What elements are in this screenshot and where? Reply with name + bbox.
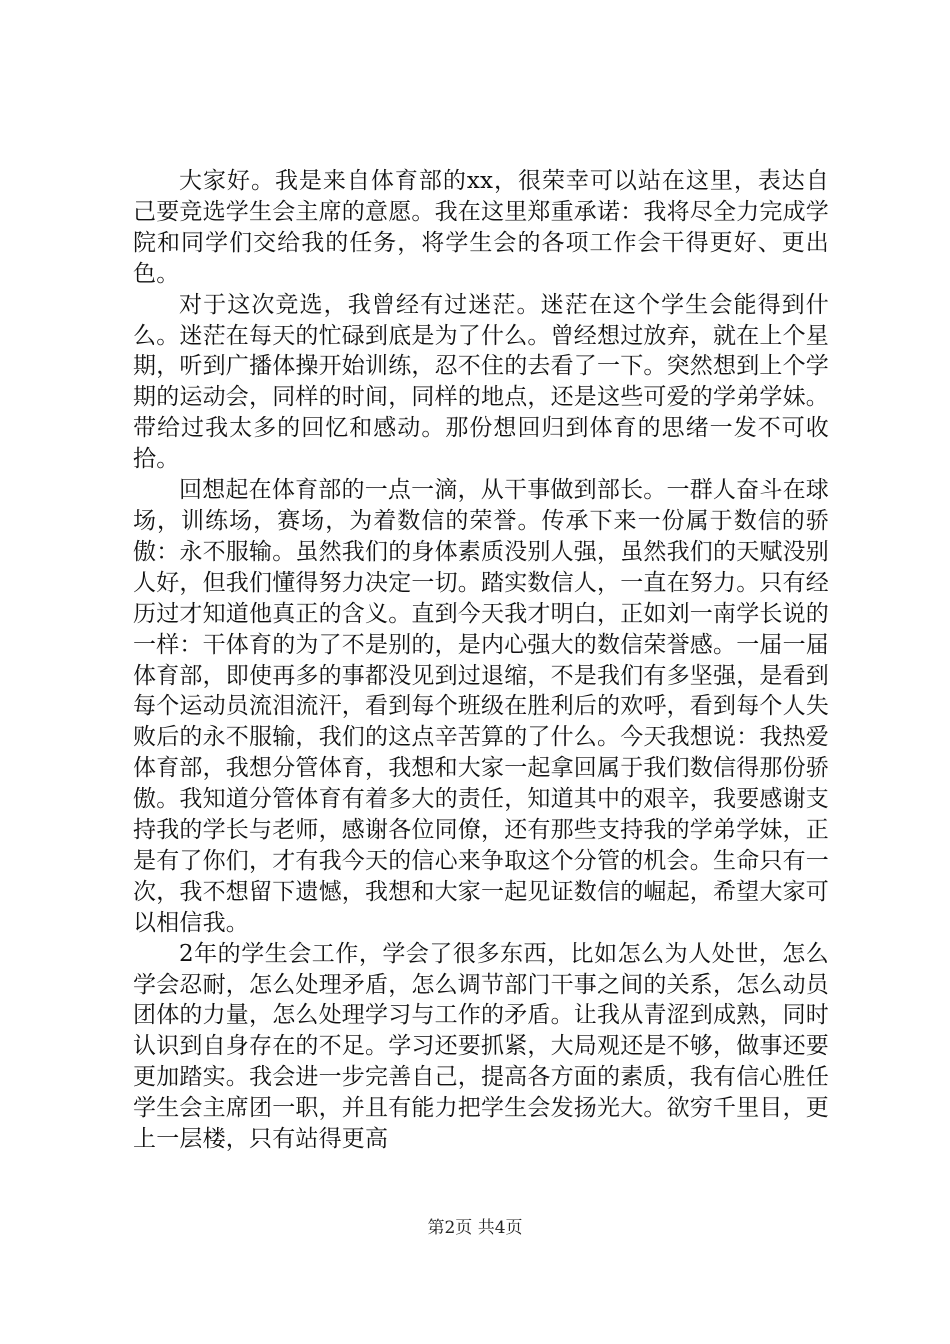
paragraph-3: 回想起在体育部的一点一滴，从干事做到部长。一群人奋斗在球场，训练场，赛场，为着数信的荣誉。传承下来一份属于数信的骄傲：永不服输。虽然我们的身体素质没别人强，虽然我们的天赋没别人好，但我们懂得努力决定一切。踏实数信人，一直在努力。只有经历过才知道他真正的含义。直到今天我才明白，正如刘一南学长说的一样：干体育的为了不是别的，是内心强大的数信荣誉感。一届一届体育部，即使再多的事都没见到过退缩，不是我们有多坚强，是看到每个运动员流泪流汗，看到每个班级在胜利后的欢呼，看到每个人失败后的永不服输，我们的这点辛苦算的了什么。今天我想说：我热爱体育部，我想分管体育，我想和大家一起拿回属于我们数信得那份骄傲。我知道分管体育有着多大的责任，知道其中的艰辛，我要感谢支持我的学长与老师，感谢各位同僚，还有那些支持我的学弟学妹，正是有了你们，才有我今天的信心来争取这个分管的机会。生命只有一次，我不想留下遗憾，我想和大家一起见证数信的崛起，希望大家可以相信我。 [133, 477, 829, 936]
document-body [133, 166, 829, 1155]
page-number-footer: 第2页 共4页 [427, 1218, 523, 1238]
paragraph-2: 对于这次竞选，我曾经有过迷茫。迷茫在这个学生会能得到什么。迷茫在每天的忙碌到底是为了什么。曾经想过放弃，就在上个星期，听到广播体操开始训练，忍不住的去看了一下。突然想到上个学期的运动会，同样的时间，同样的地点，还是这些可爱的学弟学妹。带给过我太多的回忆和感动。那份想回归到体育的思绪一发不可收拾。 [133, 291, 829, 473]
paragraph-4: 2年的学生会工作，学会了很多东西，比如怎么为人处世，怎么学会忍耐，怎么处理矛盾，怎么调节部门干事之间的关系，怎么动员团体的力量，怎么处理学习与工作的矛盾。让我从青涩到成熟，同时认识到自身存在的不足。学习还要抓紧，大局观还是不够，做事还要更加踏实。我会进一步完善自己，提高各方面的素质，我有信心胜任学生会主席团一职，并且有能力把学生会发扬光大。欲穷千里目，更上一层楼，只有站得更高 [133, 940, 829, 1153]
paragraph-1: 大家好。我是来自体育部的xx，很荣幸可以站在这里，表达自己要竞选学生会主席的意愿。我在这里郑重承诺：我将尽全力完成学院和同学们交给我的任务，将学生会的各项工作会干得更好、更出色。 [133, 168, 829, 287]
